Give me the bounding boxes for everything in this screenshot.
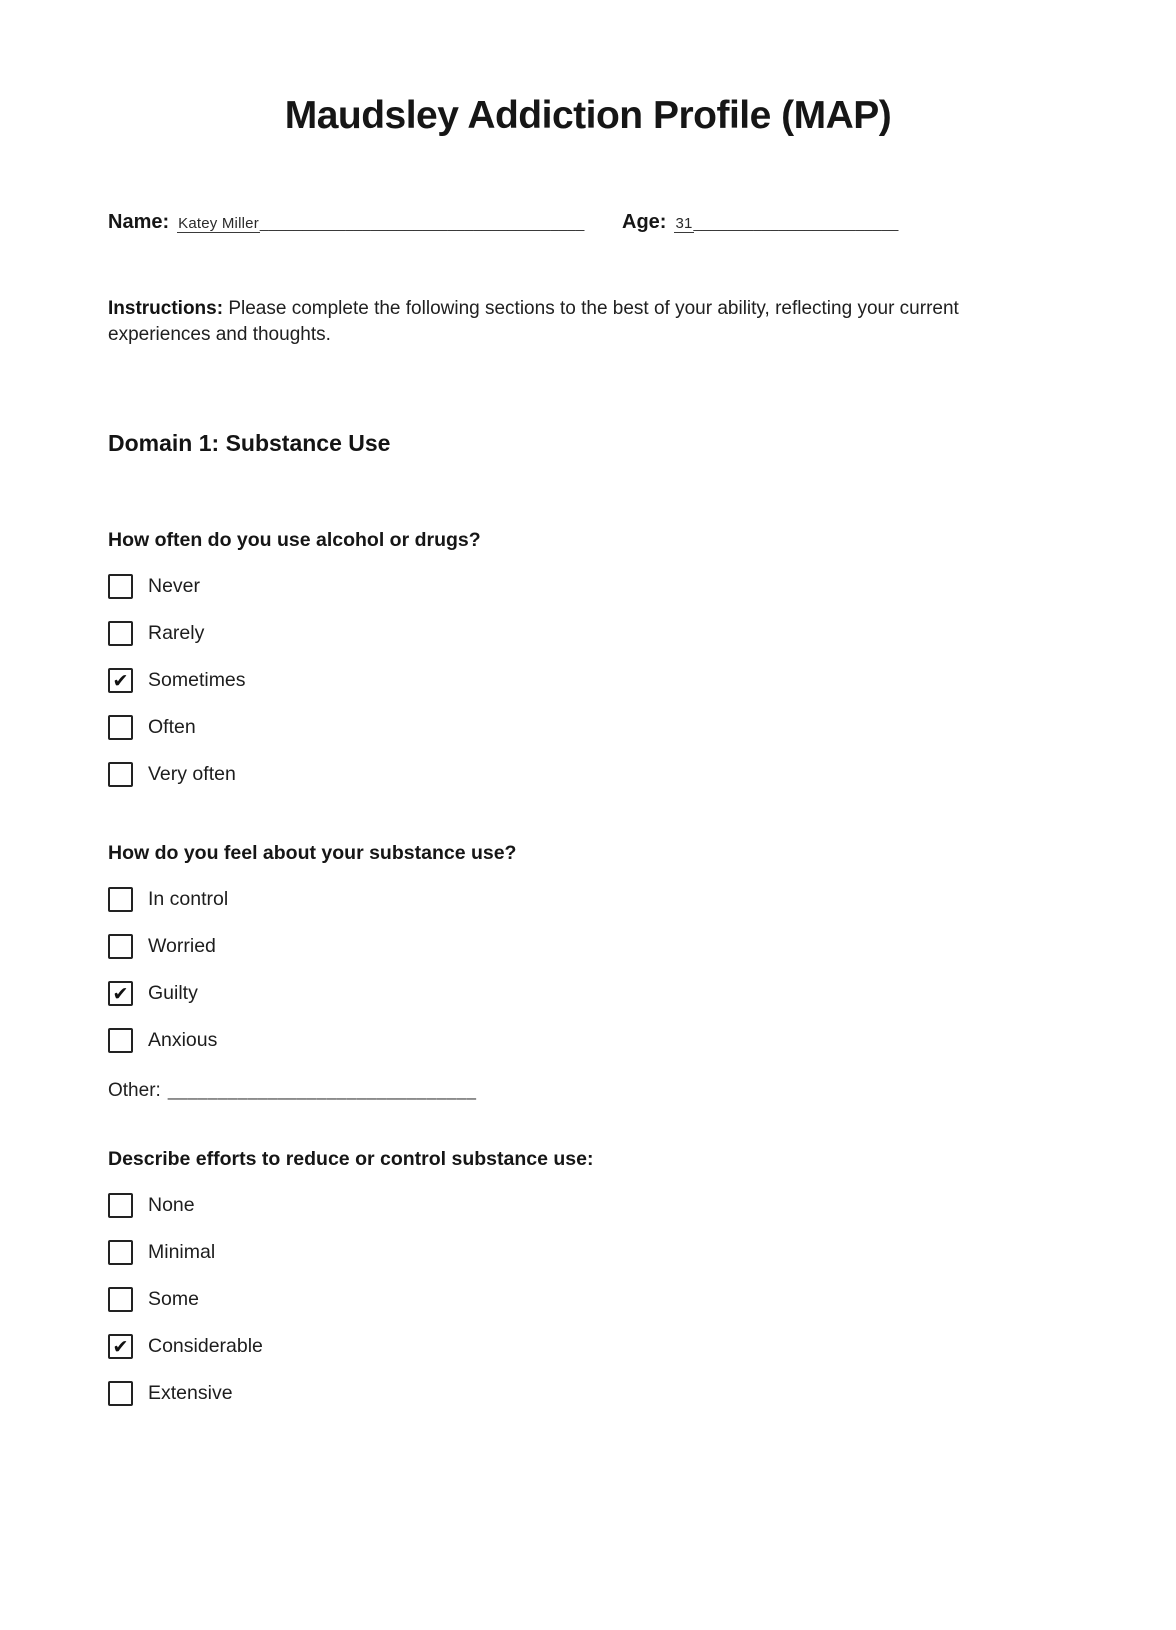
checkbox-option-guilty[interactable] — [108, 980, 1068, 1007]
option-label: None — [148, 1193, 195, 1216]
checkmark-icon: ✔ — [112, 669, 129, 692]
checkbox-anxious[interactable] — [108, 1028, 133, 1053]
checkbox-option-none[interactable] — [108, 1192, 1068, 1219]
question-prompt: How often do you use alcohol or drugs? — [108, 528, 481, 551]
option-label: Sometimes — [148, 668, 246, 691]
name-value: Katey Miller — [178, 214, 259, 232]
options-list — [108, 1192, 1068, 1407]
instructions-body: Please complete the following sections to the best of your ability, reflecting your current experiences and thoughts. — [108, 297, 959, 345]
checkbox-very-often[interactable] — [108, 762, 133, 787]
question-prompt: Describe efforts to reduce or control substance use: — [108, 1147, 594, 1170]
checkbox-rarely[interactable] — [108, 621, 133, 646]
checkbox-option-never[interactable] — [108, 573, 1068, 600]
option-label: Extensive — [148, 1381, 233, 1404]
options-list — [108, 886, 1068, 1054]
option-label: Worried — [148, 934, 216, 957]
checkbox-in-control[interactable] — [108, 887, 133, 912]
checkbox-never[interactable] — [108, 574, 133, 599]
checkbox-option-anxious[interactable] — [108, 1027, 1068, 1054]
page-title: Maudsley Addiction Profile (MAP) — [284, 94, 892, 137]
age-field — [622, 211, 899, 234]
checkbox-extensive[interactable] — [108, 1381, 133, 1406]
checkbox-guilty[interactable] — [108, 981, 133, 1006]
other-input[interactable]: _______________________________ — [167, 1080, 477, 1100]
question-prompt: How do you feel about your substance use? — [108, 841, 517, 864]
checkbox-option-often[interactable] — [108, 714, 1068, 741]
checkbox-option-some[interactable] — [108, 1286, 1068, 1313]
name-underline: ______________________________________ — [259, 214, 585, 232]
question-block — [108, 527, 1068, 788]
other-field — [108, 1080, 1068, 1102]
option-label: Minimal — [148, 1240, 216, 1263]
checkmark-icon: ✔ — [112, 1335, 129, 1358]
age-label: Age: — [622, 210, 667, 233]
checkbox-often[interactable] — [108, 715, 133, 740]
name-label: Name: — [108, 210, 170, 233]
option-label: Never — [148, 574, 201, 597]
option-label: Some — [148, 1287, 199, 1310]
question-block — [108, 840, 1068, 1102]
domain-heading: Domain 1: Substance Use — [108, 429, 391, 456]
option-label: Considerable — [148, 1334, 263, 1357]
option-label: Very often — [148, 762, 236, 785]
instructions-text — [108, 296, 1043, 348]
checkbox-option-in-control[interactable] — [108, 886, 1068, 913]
checkbox-sometimes[interactable] — [108, 668, 133, 693]
option-label: Guilty — [148, 981, 198, 1004]
checkbox-none[interactable] — [108, 1193, 133, 1218]
option-label: Rarely — [148, 621, 205, 644]
questions-container — [108, 527, 1068, 1407]
age-underline: ________________________ — [693, 214, 899, 232]
question-block — [108, 1146, 1068, 1407]
checkbox-option-very-often[interactable] — [108, 761, 1068, 788]
name-input[interactable] — [177, 215, 584, 232]
checkbox-option-sometimes[interactable] — [108, 667, 1068, 694]
checkbox-considerable[interactable] — [108, 1334, 133, 1359]
checkbox-minimal[interactable] — [108, 1240, 133, 1265]
checkbox-worried[interactable] — [108, 934, 133, 959]
checkbox-option-extensive[interactable] — [108, 1380, 1068, 1407]
option-label: Anxious — [148, 1028, 218, 1051]
checkmark-icon: ✔ — [112, 982, 129, 1005]
checkbox-option-considerable[interactable] — [108, 1333, 1068, 1360]
option-label: In control — [148, 887, 229, 910]
age-value: 31 — [675, 214, 693, 232]
checkbox-option-rarely[interactable] — [108, 620, 1068, 647]
options-list — [108, 573, 1068, 788]
checkbox-option-minimal[interactable] — [108, 1239, 1068, 1266]
instructions-label: Instructions: — [108, 297, 224, 319]
option-label: Often — [148, 715, 196, 738]
age-input[interactable] — [674, 215, 898, 232]
checkbox-option-worried[interactable] — [108, 933, 1068, 960]
other-label: Other: — [108, 1079, 161, 1101]
name-age-row — [108, 211, 1068, 234]
checkbox-some[interactable] — [108, 1287, 133, 1312]
name-field — [108, 211, 622, 234]
